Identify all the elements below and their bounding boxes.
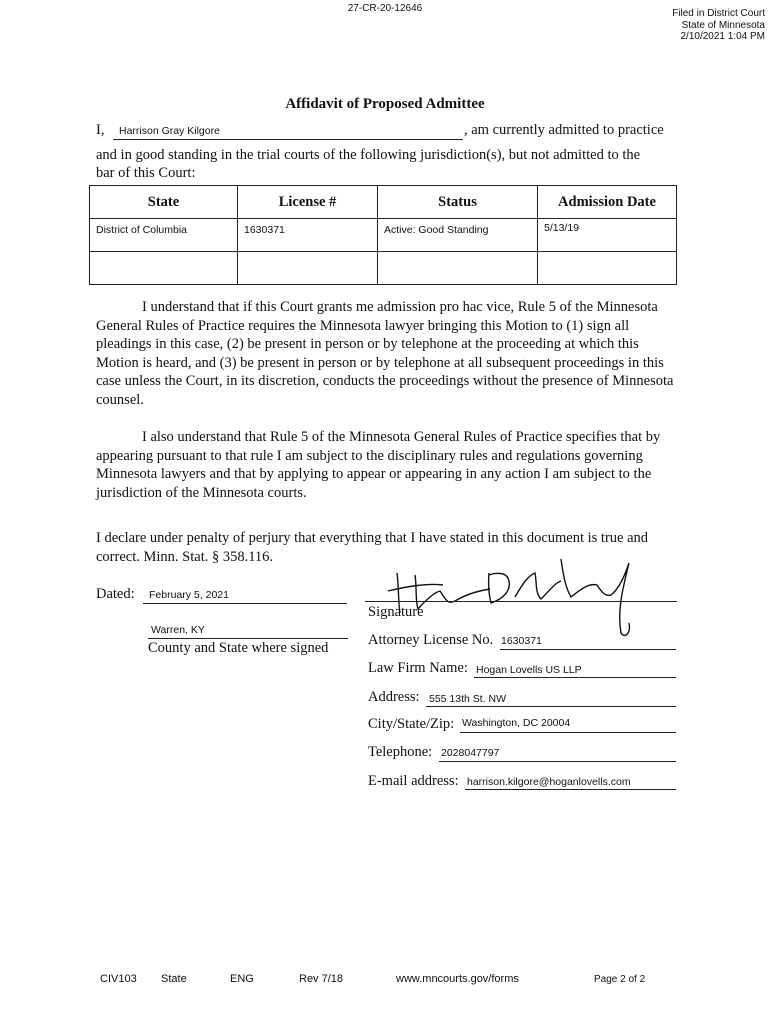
address-value: 555 13th St. NW <box>429 693 507 705</box>
name-value: Harrison Gray Kilgore <box>119 125 220 137</box>
paragraph-rule5-jurisdiction: I also understand that Rule 5 of the Minnesota General Rules of Practice specifies that by appearing pursuant to that rule I am subject to the disciplinary rules and regulations governing Minnesota lawyers and that by applying to appear or appearing in any action I am subject to the jurisdiction of the Minnesota courts. <box>96 429 661 501</box>
county-field[interactable] <box>148 623 348 639</box>
footer-form-id: CIV103 <box>100 973 137 985</box>
table-row <box>90 252 677 285</box>
signature-label: Signature <box>368 604 424 620</box>
name-field[interactable] <box>113 122 463 140</box>
filed-stamp-line1: Filed in District Court <box>672 8 765 19</box>
header-status: Status <box>378 186 538 219</box>
header-license: License # <box>238 186 378 219</box>
firm-label: Law Firm Name: <box>368 660 468 676</box>
jurisdiction-table <box>89 185 677 285</box>
cell-status[interactable]: Active: Good Standing <box>378 219 538 252</box>
handwritten-signature <box>385 553 650 643</box>
table-header-row <box>90 186 677 219</box>
city-label: City/State/Zip: <box>368 716 455 732</box>
intro-line2: and in good standing in the trial courts of the following jurisdiction(s), but not admitted to the <box>96 147 641 163</box>
header-admission-date: Admission Date <box>538 186 677 219</box>
declaration-text: I declare under penalty of perjury that everything that I have stated in this document is true and correct. Minn. Stat. § 358.116. <box>96 530 649 565</box>
filed-stamp <box>672 8 765 43</box>
phone-value: 2028047797 <box>441 747 500 759</box>
cell-status[interactable] <box>378 252 538 285</box>
document-title: Affidavit of Proposed Admittee <box>285 96 485 112</box>
cell-admission-date[interactable] <box>538 252 677 285</box>
footer-revision: Rev 7/18 <box>299 973 344 985</box>
filed-stamp-line2: State of Minnesota <box>681 19 765 31</box>
city-field[interactable] <box>460 716 676 733</box>
paragraph-rule5-obligations: I understand that if this Court grants me admission pro hac vice, Rule 5 of the Minnesota General Rules of Practice requires the Minnesota lawyer bringing this Motion to (1) sign all pleadings in this case, (2) be present in person or by telephone at the proceeding at which this Motion is heard, and (3) be present in person or by telephone at all subsequent proceedings in this case unless the Court, in its discretion, conducts the proceedings without the presence of Minnesota counsel. <box>96 299 674 408</box>
dated-label: Dated: <box>96 586 135 602</box>
footer-page-number: Page 2 of 2 <box>594 974 646 985</box>
case-number: 27-CR-20-12646 <box>347 3 423 14</box>
email-value: harrison.kilgore@hoganlovells.com <box>467 776 631 788</box>
address-field[interactable] <box>426 690 676 707</box>
phone-field[interactable] <box>439 745 676 762</box>
cell-state[interactable]: District of Columbia <box>90 219 238 252</box>
firm-value: Hogan Lovells US LLP <box>476 664 582 676</box>
city-value: Washington, DC 20004 <box>462 717 571 729</box>
intro-prefix: I, <box>96 122 105 138</box>
footer-lang: ENG <box>230 973 254 985</box>
license-field[interactable] <box>500 633 676 650</box>
dated-field[interactable] <box>143 587 347 604</box>
phone-label: Telephone: <box>368 744 433 760</box>
cell-license[interactable] <box>238 252 378 285</box>
email-label: E-mail address: <box>368 773 459 789</box>
intro-suffix: , am currently admitted to practice <box>464 122 664 138</box>
email-field[interactable] <box>465 774 676 790</box>
cell-license[interactable]: 1630371 <box>238 219 378 252</box>
dated-value: February 5, 2021 <box>149 589 229 601</box>
filed-stamp-line3: 2/10/2021 1:04 PM <box>680 31 765 42</box>
intro-line3: bar of this Court: <box>96 165 196 181</box>
cell-admission-date[interactable]: 5/13/19 <box>538 219 677 252</box>
address-label: Address: <box>368 689 420 705</box>
footer-url[interactable]: www.mncourts.gov/forms <box>396 973 519 985</box>
license-value: 1630371 <box>501 635 542 647</box>
county-value: Warren, KY <box>151 624 205 636</box>
table-row <box>90 219 677 252</box>
signature-line[interactable] <box>365 601 677 602</box>
county-label: County and State where signed <box>148 640 329 656</box>
license-label: Attorney License No. <box>368 632 494 648</box>
footer-state: State <box>161 973 187 985</box>
firm-field[interactable] <box>474 661 676 678</box>
header-state: State <box>90 186 238 219</box>
cell-state[interactable] <box>90 252 238 285</box>
